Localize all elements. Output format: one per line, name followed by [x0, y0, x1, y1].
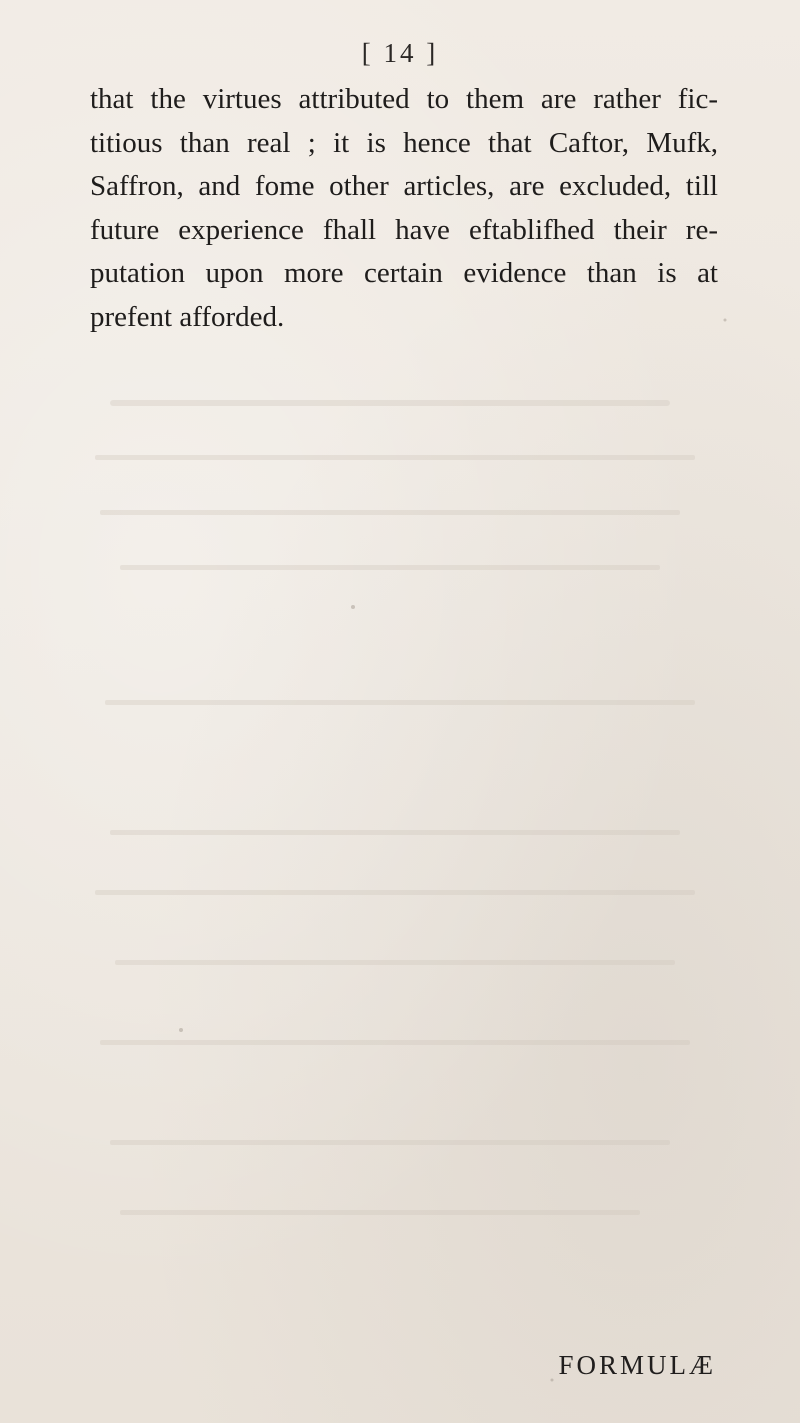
page-number-header: [ 14 ]	[361, 38, 439, 68]
catchword: FORMULÆ	[558, 1350, 716, 1380]
text-line: Saffron, and fome other articles, are excluded, till	[90, 170, 718, 202]
text-line: putation upon more certain evidence than is at	[90, 257, 718, 289]
text-line: future experience fhall have eftablifhed their re-	[90, 213, 718, 246]
text-line: that the virtues attributed to them are rather fic-	[90, 83, 718, 115]
text-line: titious than real ; it is hence that Caftor, Mufk,	[90, 126, 718, 159]
body-paragraph	[90, 78, 718, 339]
text-line: prefent afforded.	[90, 300, 285, 333]
